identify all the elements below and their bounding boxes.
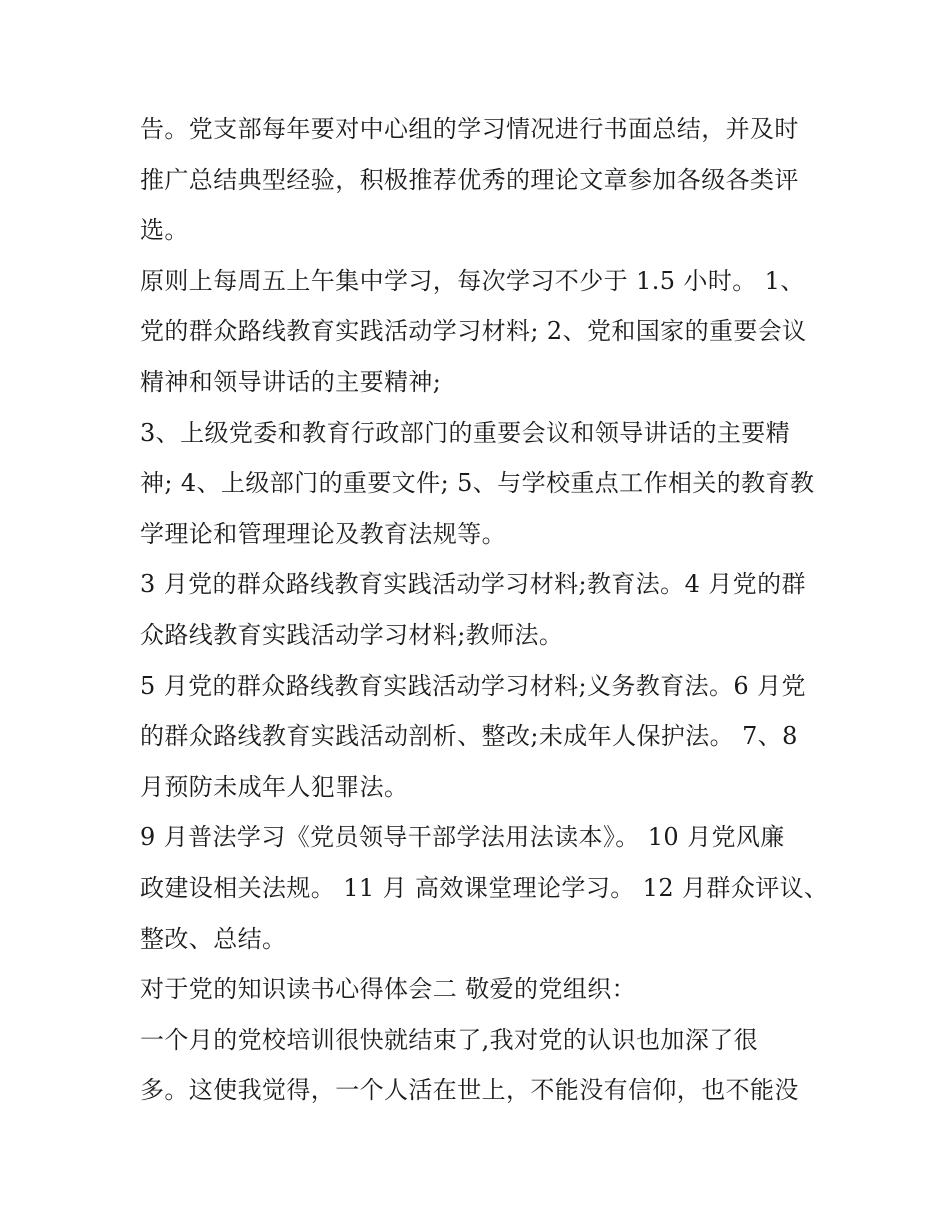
text-line: 9 月普法学习《党员领导干部学法用法读本》。 10 月党风廉 <box>140 823 785 852</box>
text-line: 党的群众路线教育实践活动学习材料; 2、党和国家的重要会议 <box>140 317 807 346</box>
text-line: 多。这使我觉得，一个人活在世上，不能没有信仰，也不能没 <box>140 1076 799 1105</box>
text-line: 原则上每周五上午集中学习，每次学习不少于 1.5 小时。 1、 <box>140 266 805 295</box>
text-line: 选。 <box>140 216 189 245</box>
text-line: 神; 4、上级部门的重要文件; 5、与学校重点工作相关的教育教 <box>140 469 815 498</box>
text-line: 5 月党的群众路线教育实践活动学习材料;义务教育法。6 月党 <box>140 671 806 700</box>
text-line: 精神和领导讲话的主要精神; <box>140 367 442 396</box>
text-line: 的群众路线教育实践活动剖析、整改;未成年人保护法。 7、8 <box>140 722 798 751</box>
text-line: 整改、总结。 <box>140 924 287 953</box>
text-line: 告。党支部每年要对中心组的学习情况进行书面总结，并及时 <box>140 115 799 143</box>
text-line: 对于党的知识读书心得体会二 敬爱的党组织： <box>140 975 637 1004</box>
text-line: 一个月的党校培训很快就结束了,我对党的认识也加深了很 <box>140 1025 759 1054</box>
text-line: 推广总结典型经验，积极推荐优秀的理论文章参加各级各类评 <box>140 165 799 194</box>
text-line: 3、上级党委和教育行政部门的重要会议和领导讲话的主要精 <box>140 418 791 447</box>
text-line: 众路线教育实践活动学习材料;教师法。 <box>140 620 564 649</box>
text-line: 政建设相关法规。 11 月 高效课堂理论学习。 12 月群众评议、 <box>140 873 829 902</box>
text-line: 3 月党的群众路线教育实践活动学习材料;教育法。4 月党的群 <box>140 570 806 599</box>
text-line: 学理论和管理理论及教育法规等。 <box>140 519 506 548</box>
document-body <box>140 104 830 1116</box>
text-line: 月预防未成年人犯罪法。 <box>140 772 409 801</box>
